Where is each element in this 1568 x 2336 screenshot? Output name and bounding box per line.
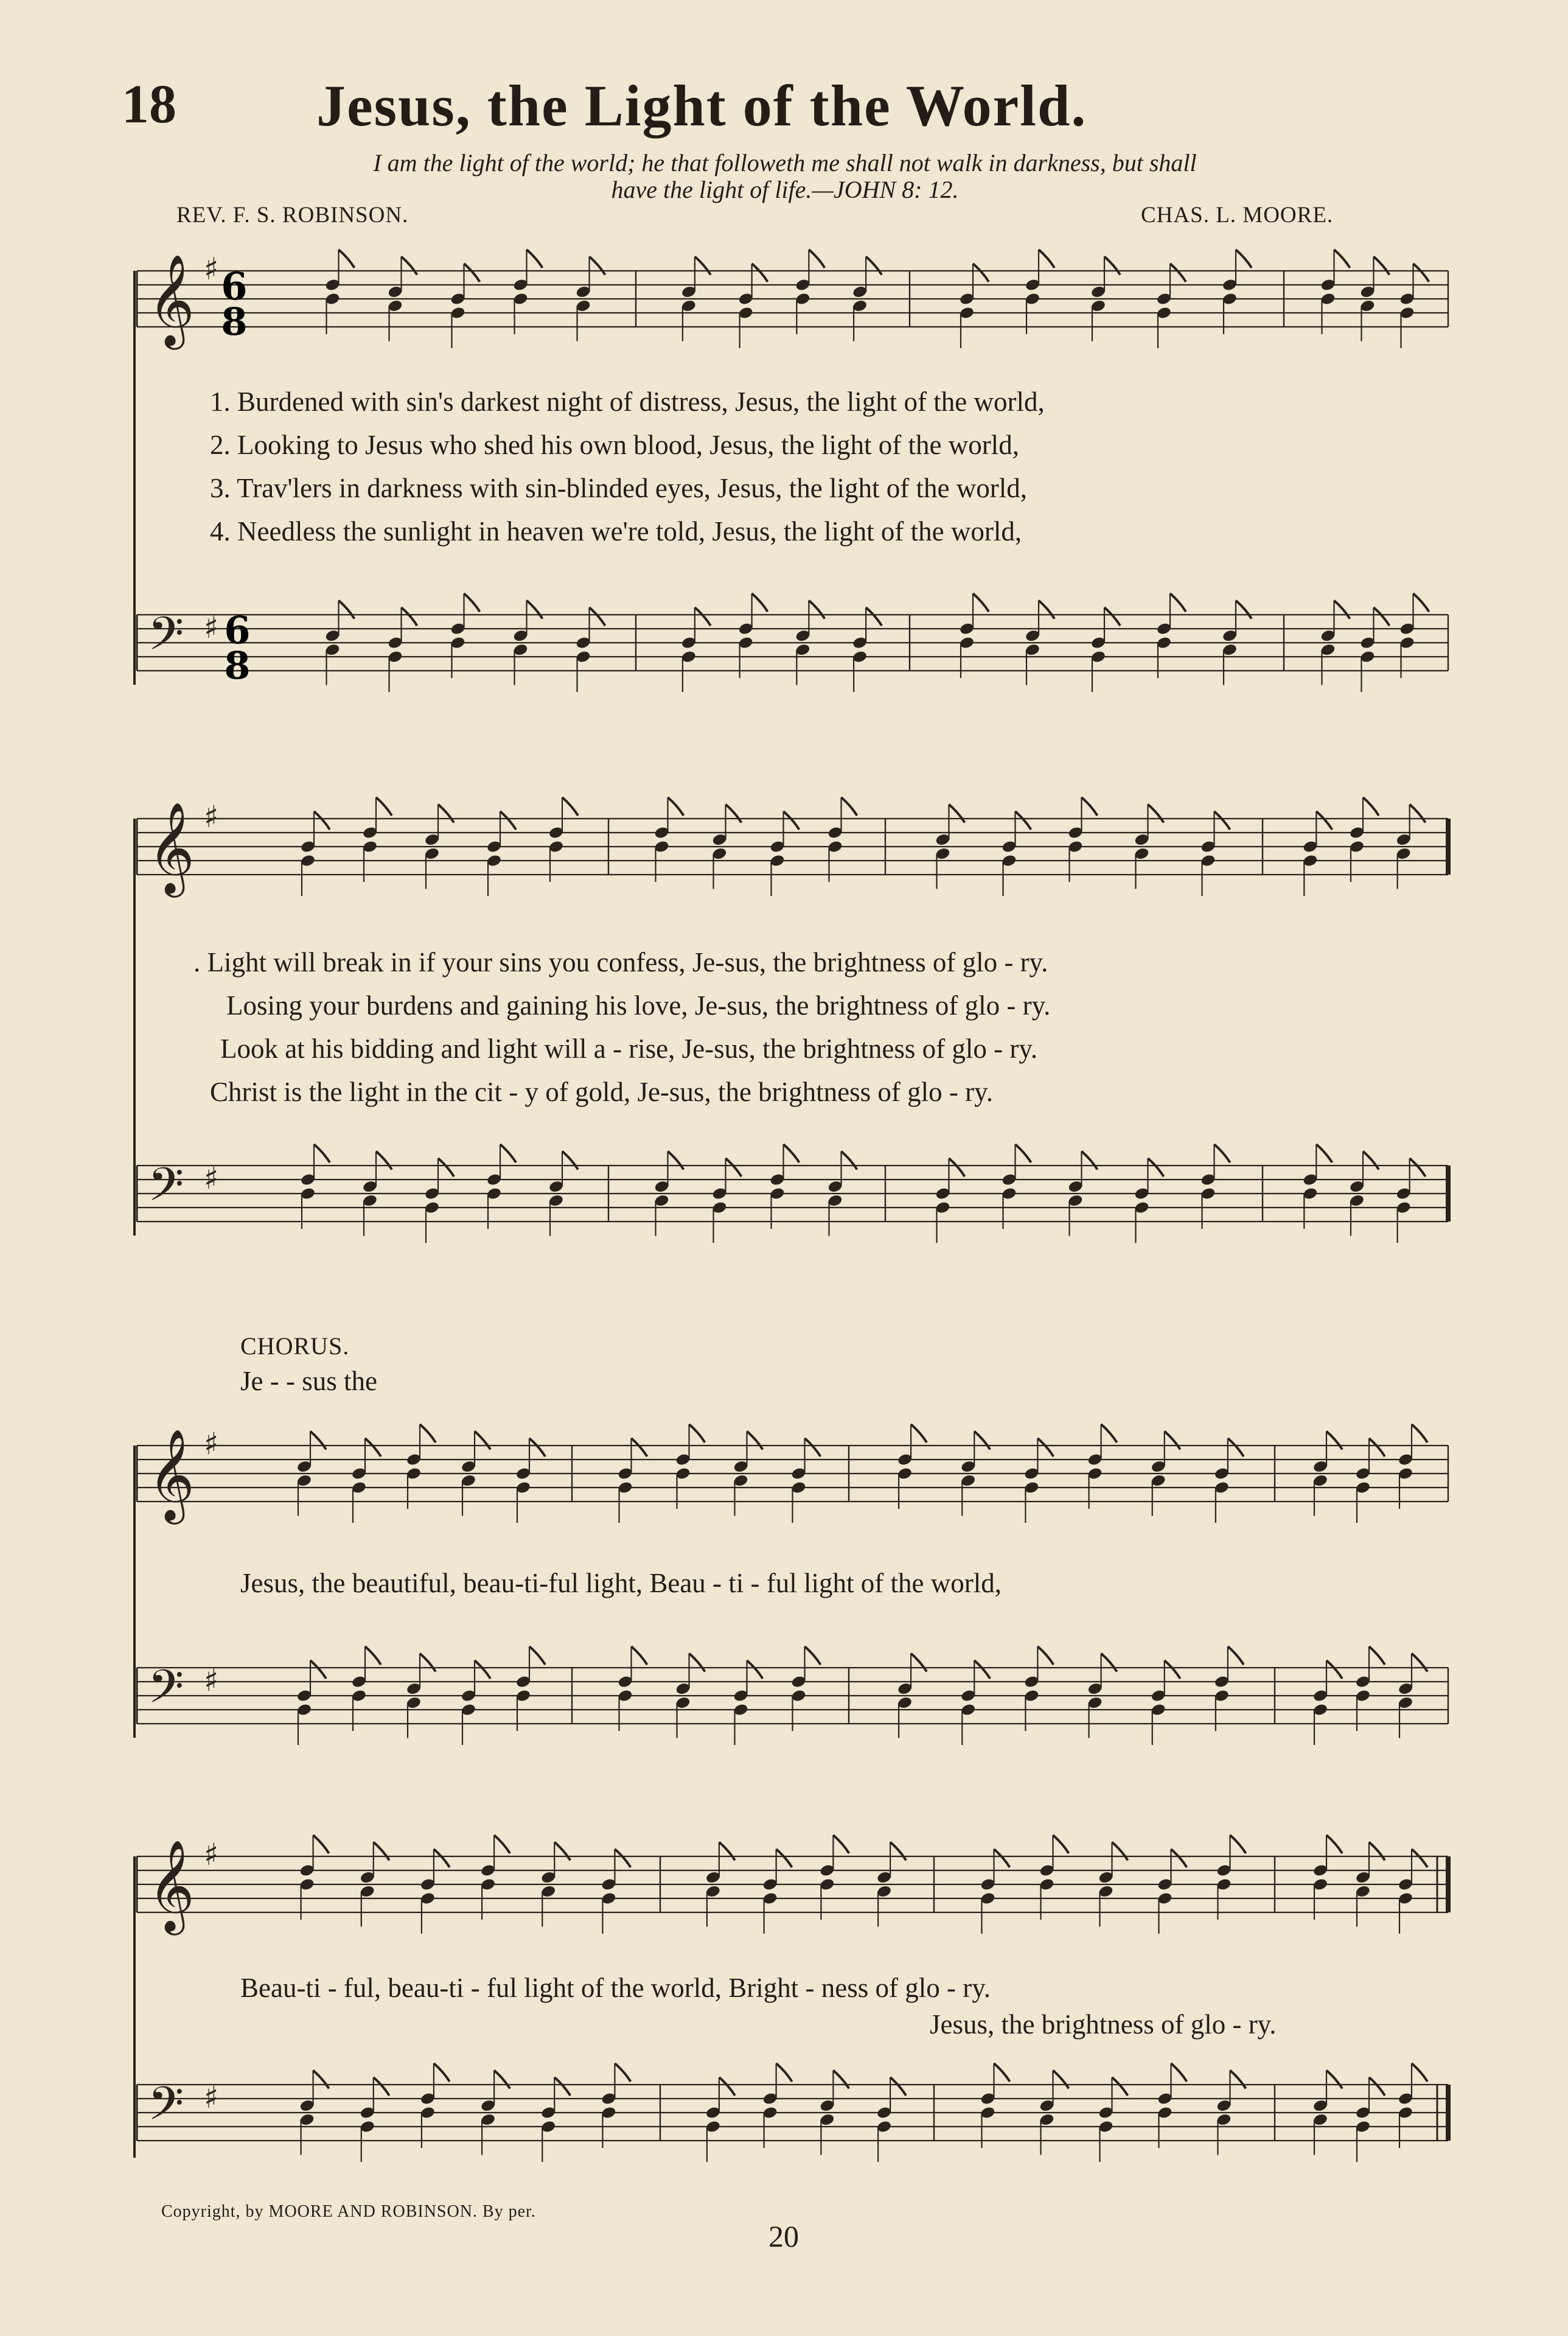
note-flag: [527, 601, 543, 619]
note-flag: [1037, 1646, 1053, 1665]
note-flag: [1374, 607, 1390, 626]
chorus-line1: Jesus, the beautiful, beau-ti-ful light, Beau - ti - ful light of the world,: [240, 1568, 1002, 1598]
note-flag: [464, 264, 480, 282]
treble-clef-icon: 𝄞: [148, 1839, 195, 1931]
note-flag: [402, 257, 417, 275]
verse4-line2: Christ is the light in the cit - y of gold, Je-sus, the brightness of glo - ry.: [210, 1077, 993, 1107]
note-flag: [833, 1835, 849, 1853]
verse4-line1: 4. Needless the sunlight in heaven we're told, Jesus, the light of the world,: [210, 516, 1022, 547]
note-flag: [374, 2077, 389, 2096]
chorus-heading: CHORUS.: [240, 1332, 350, 1360]
note-flag: [562, 797, 578, 816]
note-flag: [1214, 811, 1230, 830]
note-flag: [1037, 1438, 1053, 1457]
note-flag: [615, 2063, 630, 2082]
note-flag: [1112, 2077, 1128, 2096]
verse2-line1: 2. Looking to Jesus who shed his own blood, Jesus, the light of the world,: [210, 430, 1019, 460]
note-flag: [434, 1849, 450, 1867]
note-flag: [974, 1660, 990, 1679]
note-flag: [438, 805, 454, 823]
lyricist-credit: REV. F. S. ROBINSON.: [176, 203, 409, 228]
hymn-title: Jesus, the Light of the World.: [316, 73, 1087, 138]
note-flag: [420, 1654, 436, 1672]
note-flag: [866, 607, 882, 626]
key-signature-sharp-icon: ♯: [204, 610, 219, 645]
note-flag: [911, 1654, 927, 1672]
copyright-notice: Copyright, by MOORE AND ROBINSON. By per.: [161, 2202, 536, 2221]
note-flag: [500, 1144, 516, 1163]
note-flag: [1316, 1144, 1332, 1163]
note-flag: [1148, 805, 1164, 823]
note-flag: [1165, 1660, 1180, 1679]
treble-clef-icon: 𝄞: [148, 1428, 195, 1520]
note-flag: [494, 1835, 510, 1853]
note-flag: [784, 811, 800, 830]
hymn-number: 18: [122, 74, 176, 135]
note-flag: [632, 1438, 647, 1457]
note-flag: [1369, 1842, 1385, 1861]
note-flag: [1104, 257, 1120, 275]
note-flag: [1148, 1158, 1164, 1177]
note-flag: [310, 1660, 326, 1679]
note-flag: [1412, 2063, 1427, 2082]
note-flag: [464, 593, 480, 612]
note-flag: [438, 1158, 454, 1177]
verse2-line2: Losing your burdens and gaining his love, Je-sus, the brightness of glo - ry.: [226, 990, 1051, 1021]
verse3-line1: 3. Trav'lers in darkness with sin-blinded eyes, Jesus, the light of the world,: [210, 473, 1027, 503]
note-flag: [402, 607, 417, 626]
note-flag: [1016, 811, 1031, 830]
note-flag: [752, 593, 768, 612]
note-flag: [833, 2071, 849, 2089]
note-flag: [554, 2077, 570, 2096]
note-flag: [313, 2071, 329, 2089]
note-flag: [494, 2071, 510, 2089]
note-flag: [1039, 601, 1054, 619]
note-flag: [1236, 601, 1252, 619]
note-flag: [973, 264, 989, 282]
note-flag: [1334, 250, 1350, 268]
note-flag: [695, 607, 711, 626]
note-flag: [776, 2063, 792, 2082]
key-signature-sharp-icon: ♯: [204, 1663, 219, 1698]
note-flag: [1170, 593, 1186, 612]
note-flag: [1410, 805, 1426, 823]
note-flag: [719, 1842, 735, 1861]
note-flag: [841, 1152, 857, 1170]
note-flag: [949, 1158, 965, 1177]
note-flag: [1326, 1432, 1342, 1450]
note-flag: [890, 1842, 906, 1861]
note-flag: [1326, 1660, 1342, 1679]
bass-clef-icon: 𝄢: [148, 2077, 184, 2142]
note-flag: [776, 1849, 792, 1867]
note-flag: [1112, 1842, 1128, 1861]
note-flag: [1170, 264, 1186, 282]
note-flag: [1228, 1646, 1244, 1665]
note-flag: [949, 805, 965, 823]
note-flag: [1326, 2071, 1342, 2089]
note-flag: [1413, 264, 1429, 282]
note-flag: [911, 1424, 927, 1443]
note-flag: [374, 1842, 389, 1861]
time-sig-treble-bottom: 8: [221, 299, 248, 344]
note-flag: [1236, 250, 1252, 268]
note-flag: [365, 1438, 381, 1457]
note-flag: [313, 1835, 329, 1853]
note-flag: [434, 2063, 450, 2082]
note-flag: [1316, 811, 1332, 830]
note-flag: [841, 797, 857, 816]
note-flag: [500, 811, 516, 830]
note-flag: [1374, 257, 1390, 275]
time-sig-bass-top: 6: [224, 608, 251, 652]
composer-credit: CHAS. L. MOORE.: [1141, 203, 1334, 228]
note-flag: [1039, 250, 1054, 268]
note-flag: [1104, 607, 1120, 626]
note-flag: [1410, 1158, 1426, 1177]
note-flag: [1326, 1835, 1342, 1853]
time-sig-treble-top: 6: [221, 264, 248, 309]
chorus-line2-alt: Jesus, the brightness of glo - ry.: [930, 2009, 1277, 2040]
note-flag: [1230, 2071, 1246, 2089]
note-flag: [747, 1660, 763, 1679]
note-flag: [973, 593, 989, 612]
note-flag: [1053, 1835, 1069, 1853]
note-flag: [1334, 601, 1350, 619]
treble-clef-icon: 𝄞: [148, 253, 195, 346]
note-flag: [1369, 1438, 1385, 1457]
note-flag: [1101, 1654, 1117, 1672]
note-flag: [529, 1646, 545, 1665]
note-flag: [1082, 797, 1098, 816]
note-flag: [527, 250, 543, 268]
chorus-line2: Beau-ti - ful, beau-ti - ful light of the world, Bright - ness of glo - ry.: [240, 1973, 991, 2003]
note-flag: [994, 1849, 1010, 1867]
note-flag: [974, 1432, 990, 1450]
page-number: 20: [768, 2219, 799, 2253]
key-signature-sharp-icon: ♯: [204, 799, 219, 834]
key-signature-sharp-icon: ♯: [204, 1161, 219, 1196]
note-flag: [615, 1849, 630, 1867]
note-flag: [719, 2077, 735, 2096]
note-flag: [562, 1152, 578, 1170]
note-flag: [668, 1152, 684, 1170]
note-flag: [726, 1158, 742, 1177]
note-flag: [668, 797, 684, 816]
note-flag: [590, 257, 605, 275]
note-flag: [1230, 1835, 1246, 1853]
note-flag: [1412, 1424, 1427, 1443]
note-flag: [747, 1432, 763, 1450]
note-flag: [475, 1432, 490, 1450]
note-flag: [1369, 1646, 1385, 1665]
note-flag: [689, 1424, 705, 1443]
note-flag: [890, 2077, 906, 2096]
note-flag: [1228, 1438, 1244, 1457]
key-signature-sharp-icon: ♯: [204, 2080, 219, 2115]
note-flag: [866, 257, 882, 275]
note-flag: [1016, 1144, 1031, 1163]
note-flag: [339, 250, 355, 268]
note-flag: [1165, 1432, 1180, 1450]
note-flag: [809, 601, 824, 619]
bass-clef-icon: 𝄢: [148, 1660, 184, 1725]
note-flag: [632, 1646, 647, 1665]
note-flag: [994, 2063, 1010, 2082]
note-flag: [310, 1432, 326, 1450]
note-flag: [784, 1144, 800, 1163]
epigraph-line-2: have the light of life.—JOHN 8: 12.: [611, 176, 959, 203]
note-flag: [314, 811, 330, 830]
note-flag: [554, 1842, 570, 1861]
note-flag: [529, 1438, 545, 1457]
epigraph-line-1: I am the light of the world; he that followeth me shall not walk in darkness, but shall: [373, 149, 1197, 177]
note-flag: [365, 1646, 381, 1665]
time-sig-bass-bottom: 8: [224, 643, 251, 688]
key-signature-sharp-icon: ♯: [204, 251, 219, 287]
note-flag: [339, 601, 355, 619]
verse1-line1: 1. Burdened with sin's darkest night of distress, Jesus, the light of the world,: [210, 386, 1045, 417]
note-flag: [1171, 1849, 1187, 1867]
note-flag: [805, 1646, 821, 1665]
key-signature-sharp-icon: ♯: [204, 1837, 219, 1872]
note-flag: [1171, 2063, 1187, 2082]
note-flag: [1101, 1424, 1117, 1443]
note-flag: [590, 607, 605, 626]
note-flag: [475, 1660, 490, 1679]
treble-clef-icon: 𝄞: [148, 801, 195, 893]
note-flag: [376, 1152, 392, 1170]
bass-clef-icon: 𝄢: [148, 1158, 184, 1223]
note-flag: [1053, 2071, 1069, 2089]
note-flag: [752, 264, 768, 282]
note-flag: [1413, 593, 1429, 612]
note-flag: [809, 250, 824, 268]
chorus-upper-text: Je - - sus the: [240, 1366, 377, 1396]
verse3-line2: Look at his bidding and light will a - rise, Je-sus, the brightness of glo - ry.: [220, 1033, 1038, 1064]
note-flag: [805, 1438, 821, 1457]
note-flag: [1369, 2077, 1385, 2096]
key-signature-sharp-icon: ♯: [204, 1426, 219, 1461]
verse1-line2: . Light will break in if your sins you confess, Je-sus, the brightness of glo - ry.: [193, 947, 1048, 977]
note-flag: [376, 797, 392, 816]
note-flag: [689, 1654, 705, 1672]
note-flag: [1214, 1144, 1230, 1163]
note-flag: [314, 1144, 330, 1163]
note-flag: [695, 257, 711, 275]
note-flag: [420, 1424, 436, 1443]
note-flag: [726, 805, 742, 823]
note-flag: [1363, 1152, 1379, 1170]
note-flag: [1412, 1849, 1427, 1867]
bass-clef-icon: 𝄢: [148, 607, 184, 672]
note-flag: [1082, 1152, 1098, 1170]
note-flag: [1412, 1654, 1427, 1672]
note-flag: [1363, 797, 1379, 816]
